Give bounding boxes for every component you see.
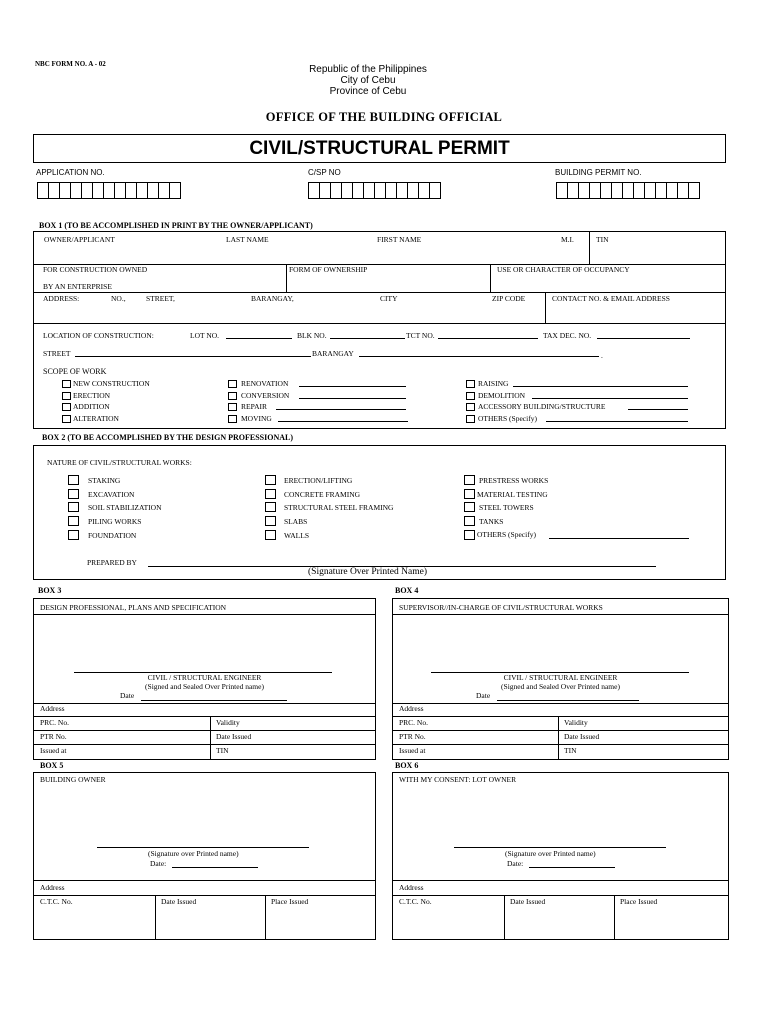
box4-label: BOX 4 bbox=[395, 586, 419, 595]
box3-validity-label: Validity bbox=[216, 718, 240, 727]
concrete-framing-label: CONCRETE FRAMING bbox=[284, 490, 361, 499]
box5-place-issued-label: Place Issued bbox=[271, 897, 309, 906]
box4-title: SUPERVISOR//IN-CHARGE OF CIVIL/STRUCTURAL WORKS bbox=[399, 603, 603, 612]
lot-no-label: LOT NO. bbox=[190, 331, 220, 340]
tanks-checkbox[interactable] bbox=[464, 516, 475, 526]
accessory-line[interactable] bbox=[628, 409, 688, 410]
nature-label: NATURE OF CIVIL/STRUCTURAL WORKS: bbox=[47, 458, 192, 467]
foundation-label: FOUNDATION bbox=[88, 531, 137, 540]
concrete-framing-checkbox[interactable] bbox=[265, 489, 276, 499]
box3-title: DESIGN PROFESSIONAL, PLANS AND SPECIFICATION bbox=[40, 603, 227, 612]
city-line: City of Cebu bbox=[340, 75, 396, 86]
walls-checkbox[interactable] bbox=[265, 530, 276, 540]
box4-title-divider bbox=[392, 614, 729, 615]
prestress-label: PRESTRESS WORKS bbox=[479, 476, 549, 485]
excavation-label: EXCAVATION bbox=[88, 490, 135, 499]
address-city-label: CITY bbox=[380, 294, 398, 303]
erection-checkbox[interactable] bbox=[62, 392, 71, 400]
demolition-label: DEMOLITION bbox=[478, 391, 526, 400]
box5-signature-line[interactable] bbox=[97, 847, 309, 848]
box3-date-line[interactable] bbox=[141, 700, 287, 701]
box6-label: BOX 6 bbox=[395, 761, 419, 770]
demolition-line[interactable] bbox=[532, 398, 688, 399]
scope-of-work-label: SCOPE OF WORK bbox=[43, 367, 107, 376]
new-construction-label: NEW CONSTRUCTION bbox=[73, 379, 150, 388]
staking-checkbox[interactable] bbox=[68, 475, 79, 485]
material-testing-checkbox[interactable] bbox=[464, 489, 475, 499]
steel-towers-label: STEEL TOWERS bbox=[479, 503, 534, 512]
ownership-divider bbox=[286, 264, 287, 292]
header-block bbox=[268, 64, 468, 97]
office-title: OFFICE OF THE BUILDING OFFICIAL bbox=[265, 110, 503, 124]
renovation-label: RENOVATION bbox=[241, 379, 289, 388]
moving-checkbox[interactable] bbox=[228, 415, 237, 423]
box4-prc-label: PRC. No. bbox=[399, 718, 428, 727]
steel-framing-checkbox[interactable] bbox=[265, 502, 276, 512]
box4-col-divider bbox=[558, 716, 559, 760]
erection-lifting-label: ERECTION/LIFTING bbox=[284, 476, 353, 485]
box5-address-label: Address bbox=[40, 883, 65, 892]
box4-engineer-caption: CIVIL / STRUCTURAL ENGINEER bbox=[503, 673, 618, 682]
box3-ptr-label: PTR No. bbox=[40, 732, 67, 741]
street-label: STREET bbox=[43, 349, 71, 358]
box1-heading: BOX 1 (TO BE ACCOMPLISHED IN PRINT BY THE OWNER/APPLICANT) bbox=[39, 221, 313, 230]
box5-signature-caption: (Signature over Printed name) bbox=[148, 849, 239, 858]
box5-date-issued-label: Date Issued bbox=[161, 897, 197, 906]
tin-divider bbox=[589, 231, 590, 264]
box6-date-label: Date: bbox=[507, 859, 524, 868]
alteration-checkbox[interactable] bbox=[62, 415, 71, 423]
others-label: OTHERS (Specify) bbox=[478, 414, 537, 423]
steel-towers-checkbox[interactable] bbox=[464, 502, 475, 512]
works-others-label: OTHERS (Specify) bbox=[477, 530, 536, 539]
accessory-checkbox[interactable] bbox=[466, 403, 475, 411]
box3-date-issued-label: Date Issued bbox=[216, 732, 252, 741]
blk-no-line[interactable] bbox=[330, 338, 405, 339]
addition-checkbox[interactable] bbox=[62, 403, 71, 411]
owner-applicant-label: OWNER/APPLICANT bbox=[44, 235, 115, 244]
soil-stabilization-checkbox[interactable] bbox=[68, 502, 79, 512]
mi-label: M.I. bbox=[561, 235, 574, 244]
page-title: CIVIL/STRUCTURAL PERMIT bbox=[249, 138, 510, 159]
address-label: ADDRESS: bbox=[43, 294, 80, 303]
use-or-character-label: USE OR CHARACTER OF OCCUPANCY bbox=[497, 265, 630, 274]
box5-date-line[interactable] bbox=[172, 867, 258, 868]
box3-col-divider bbox=[210, 716, 211, 760]
material-testing-label: MATERIAL TESTING bbox=[477, 490, 548, 499]
box3-address-label: Address bbox=[40, 704, 65, 713]
tax-dec-line[interactable] bbox=[597, 338, 690, 339]
soil-stabilization-label: SOIL STABILIZATION bbox=[88, 503, 162, 512]
box5-col-divider bbox=[155, 895, 156, 940]
raising-checkbox[interactable] bbox=[466, 380, 475, 388]
box6-col-divider bbox=[504, 895, 505, 940]
form-of-ownership-label: FORM OF OWNERSHIP bbox=[289, 265, 368, 274]
box6-row-divider bbox=[392, 895, 729, 896]
box4-validity-label: Validity bbox=[564, 718, 588, 727]
works-others-line[interactable] bbox=[549, 538, 689, 539]
repair-line[interactable] bbox=[276, 409, 406, 410]
foundation-checkbox[interactable] bbox=[68, 530, 79, 540]
others-line[interactable] bbox=[546, 421, 688, 422]
box6-signature-line[interactable] bbox=[454, 847, 666, 848]
prepared-by-label: PREPARED BY bbox=[87, 558, 137, 567]
zip-code-label: ZIP CODE bbox=[492, 294, 526, 303]
slabs-checkbox[interactable] bbox=[265, 516, 276, 526]
form-number: NBC FORM NO. A - 02 bbox=[35, 60, 106, 68]
box6-place-issued-label: Place Issued bbox=[620, 897, 658, 906]
location-label: LOCATION OF CONSTRUCTION: bbox=[43, 331, 154, 340]
staking-label: STAKING bbox=[88, 476, 121, 485]
box1-frame bbox=[33, 231, 726, 429]
province-line: Province of Cebu bbox=[329, 86, 407, 97]
repair-label: REPAIR bbox=[241, 402, 267, 411]
lot-no-line[interactable] bbox=[226, 338, 292, 339]
application-no-cells[interactable] bbox=[37, 182, 180, 199]
box2-heading: BOX 2 (TO BE ACCOMPLISHED BY THE DESIGN PROFESSIONAL) bbox=[42, 433, 294, 442]
building-permit-no-label: BUILDING PERMIT NO. bbox=[555, 168, 642, 177]
new-construction-checkbox[interactable] bbox=[62, 380, 71, 388]
box3-row-divider bbox=[33, 730, 376, 731]
box6-date-line[interactable] bbox=[529, 867, 615, 868]
box3-row-divider bbox=[33, 716, 376, 717]
contact-divider bbox=[545, 292, 546, 323]
box1-row-divider bbox=[33, 292, 726, 293]
renovation-line[interactable] bbox=[299, 386, 406, 387]
tct-no-line[interactable] bbox=[438, 338, 538, 339]
box3-title-divider bbox=[33, 614, 376, 615]
addition-label: ADDITION bbox=[73, 402, 110, 411]
others-checkbox[interactable] bbox=[466, 415, 475, 423]
piling-works-checkbox[interactable] bbox=[68, 516, 79, 526]
works-others-checkbox[interactable] bbox=[464, 530, 475, 540]
box5-ctc-label: C.T.C. No. bbox=[40, 897, 73, 906]
tanks-label: TANKS bbox=[479, 517, 504, 526]
application-no-label: APPLICATION NO. bbox=[36, 168, 105, 177]
box6-address-label: Address bbox=[399, 883, 424, 892]
first-name-label: FIRST NAME bbox=[377, 235, 422, 244]
box3-date-label: Date bbox=[120, 691, 135, 700]
occupancy-divider bbox=[490, 264, 491, 292]
conversion-label: CONVERSION bbox=[241, 391, 290, 400]
accessory-label: ACCESSORY BUILDING/STRUCTURE bbox=[478, 402, 606, 411]
box5-label: BOX 5 bbox=[40, 761, 64, 770]
repair-checkbox[interactable] bbox=[228, 403, 237, 411]
for-construction-label: FOR CONSTRUCTION OWNED bbox=[43, 265, 148, 274]
barangay-line[interactable] bbox=[359, 356, 599, 357]
box4-row-divider bbox=[392, 703, 729, 704]
box4-row-divider bbox=[392, 730, 729, 731]
prestress-checkbox[interactable] bbox=[464, 475, 475, 485]
box4-issued-at-label: Issued at bbox=[399, 746, 426, 755]
box3-issued-at-label: Issued at bbox=[40, 746, 67, 755]
street-line[interactable] bbox=[75, 356, 311, 357]
box5-row-divider bbox=[33, 880, 376, 881]
box6-title: WITH MY CONSENT: LOT OWNER bbox=[399, 775, 517, 784]
box3-tin-label: TIN bbox=[216, 746, 229, 755]
box4-signed-caption: (Signed and Sealed Over Printed name) bbox=[501, 682, 620, 691]
renovation-checkbox[interactable] bbox=[228, 380, 237, 388]
moving-label: MOVING bbox=[241, 414, 272, 423]
box4-date-issued-label: Date Issued bbox=[564, 732, 600, 741]
box5-date-label: Date: bbox=[150, 859, 167, 868]
erection-label: ERECTION bbox=[73, 391, 111, 400]
box3-label: BOX 3 bbox=[38, 586, 62, 595]
box4-address-label: Address bbox=[399, 704, 424, 713]
excavation-checkbox[interactable] bbox=[68, 489, 79, 499]
box5-row-divider bbox=[33, 895, 376, 896]
piling-works-label: PILING WORKS bbox=[88, 517, 142, 526]
box3-row-divider bbox=[33, 744, 376, 745]
conversion-checkbox[interactable] bbox=[228, 392, 237, 400]
by-enterprise-label: BY AN ENTERPRISE bbox=[43, 282, 112, 291]
walls-label: WALLS bbox=[284, 531, 309, 540]
box5-title: BUILDING OWNER bbox=[40, 775, 106, 784]
box6-col-divider bbox=[614, 895, 615, 940]
slabs-label: SLABS bbox=[284, 517, 308, 526]
barangay-label: BARANGAY bbox=[312, 349, 354, 358]
box4-date-label: Date bbox=[476, 691, 491, 700]
tin-label: TIN bbox=[596, 235, 609, 244]
box4-row-divider bbox=[392, 744, 729, 745]
box6-ctc-label: C.T.C. No. bbox=[399, 897, 432, 906]
box4-ptr-label: PTR No. bbox=[399, 732, 426, 741]
box5-col-divider bbox=[265, 895, 266, 940]
raising-line[interactable] bbox=[513, 386, 688, 387]
alteration-label: ALTERATION bbox=[73, 414, 119, 423]
box3-engineer-caption: CIVIL / STRUCTURAL ENGINEER bbox=[147, 673, 262, 682]
box1-row-divider bbox=[33, 323, 726, 324]
address-street-label: STREET, bbox=[146, 294, 175, 303]
csp-no-cells[interactable] bbox=[308, 182, 440, 199]
republic-line: Republic of the Philippines bbox=[309, 64, 427, 75]
building-permit-no-cells[interactable] bbox=[556, 182, 699, 199]
steel-framing-label: STRUCTURAL STEEL FRAMING bbox=[284, 503, 394, 512]
barangay-end-dot: . bbox=[601, 351, 603, 360]
box4-tin-label: TIN bbox=[564, 746, 577, 755]
moving-line[interactable] bbox=[278, 421, 408, 422]
tct-no-label: TCT NO. bbox=[406, 331, 435, 340]
box2-signature-caption: (Signature Over Printed Name) bbox=[308, 567, 427, 577]
last-name-label: LAST NAME bbox=[226, 235, 269, 244]
box6-date-issued-label: Date Issued bbox=[510, 897, 546, 906]
raising-label: RAISING bbox=[478, 379, 509, 388]
box4-date-line[interactable] bbox=[497, 700, 639, 701]
tax-dec-label: TAX DEC. NO. bbox=[543, 331, 592, 340]
address-no-label: NO., bbox=[111, 294, 126, 303]
box3-signed-caption: (Signed and Sealed Over Printed name) bbox=[145, 682, 264, 691]
demolition-checkbox[interactable] bbox=[466, 392, 475, 400]
contact-label: CONTACT NO. & EMAIL ADDRESS bbox=[552, 294, 670, 303]
erection-lifting-checkbox[interactable] bbox=[265, 475, 276, 485]
box4-row-divider bbox=[392, 716, 729, 717]
blk-no-label: BLK NO. bbox=[297, 331, 327, 340]
title-box bbox=[33, 134, 726, 163]
box6-signature-caption: (Signature over Printed name) bbox=[505, 849, 596, 858]
box3-row-divider bbox=[33, 703, 376, 704]
address-barangay-label: BARANGAY, bbox=[251, 294, 294, 303]
conversion-line[interactable] bbox=[299, 398, 406, 399]
box6-row-divider bbox=[392, 880, 729, 881]
box3-prc-label: PRC. No. bbox=[40, 718, 69, 727]
csp-no-label: C/SP NO bbox=[308, 168, 341, 177]
